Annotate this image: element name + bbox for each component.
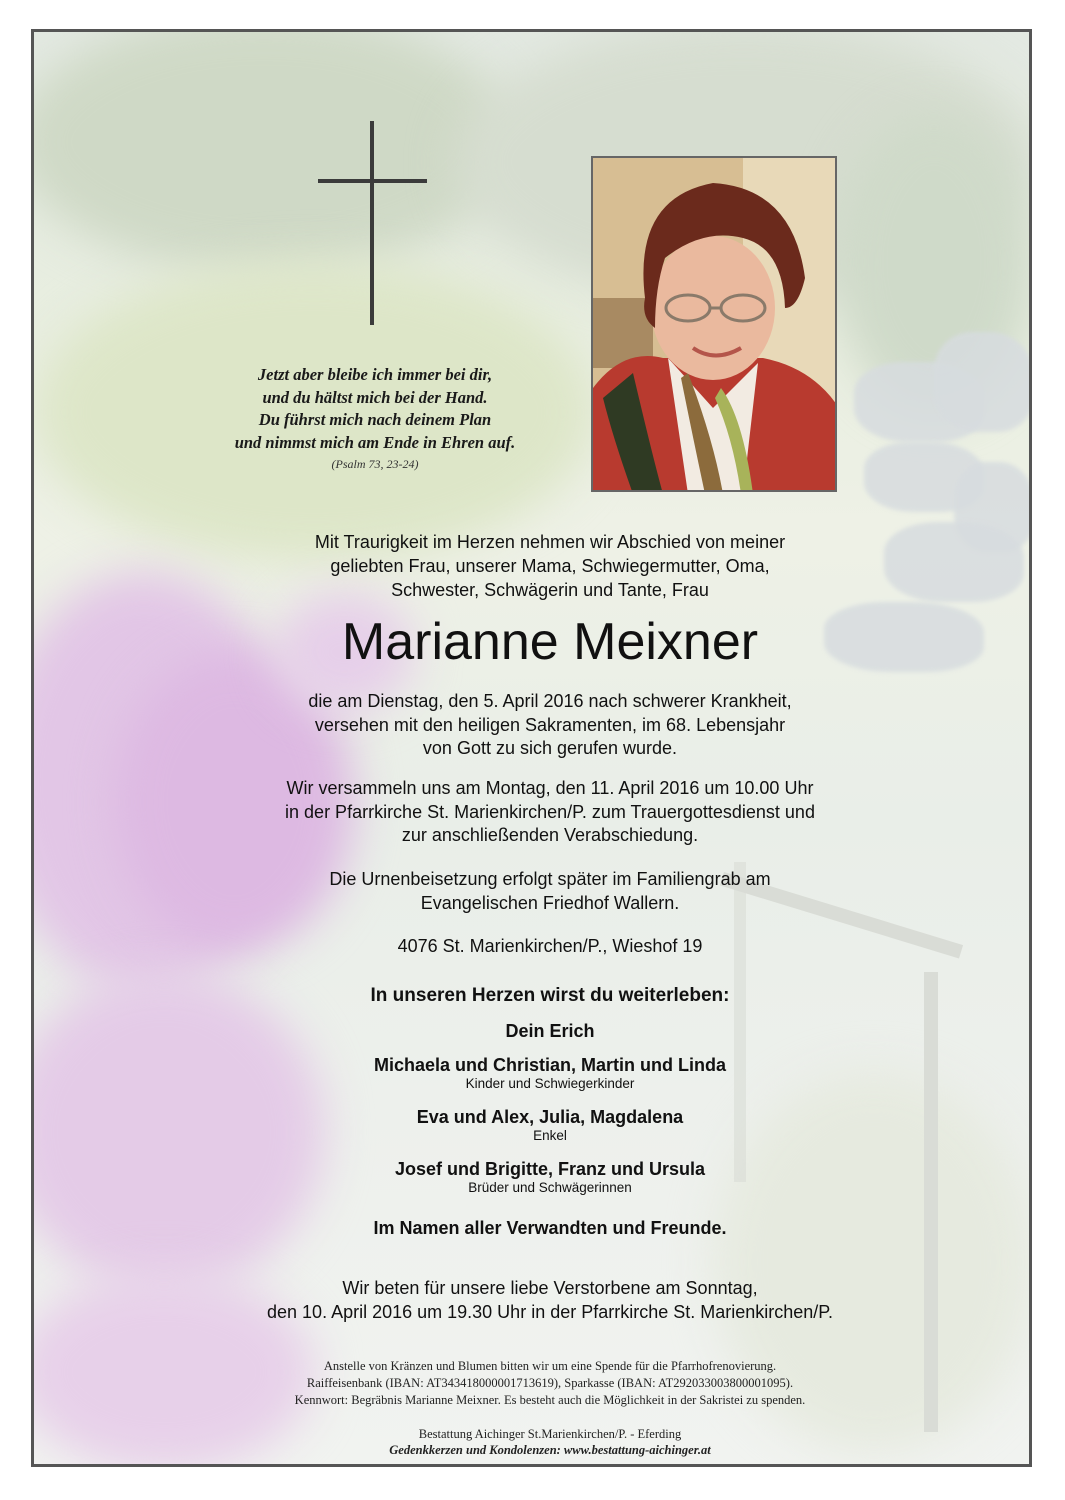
quote-line: und du hältst mich bei der Hand. [262,387,488,407]
urn-line: Die Urnenbeisetzung erfolgt später im Familiengrab am [329,869,771,889]
mourner-group [200,1020,900,1042]
donation-line: Raiffeisenbank (IBAN: AT343418000001713619), Sparkasse (IBAN: AT292033003800001095). [306,1376,794,1390]
prayer-line: Wir beten für unsere liebe Verstorbene am Sonntag, [342,1278,758,1298]
mourner-group [200,1054,900,1092]
intro-text [200,530,900,602]
donation-line: Kennwort: Begräbnis Marianne Meixner. Es besteht auch die Möglichkeit in der Sakristei zu spenden. [294,1393,806,1407]
funeral-line: in der Pfarrkirche St. Marienkirchen/P. zum Trauergottesdienst und [285,801,815,822]
mourners-heading: In unseren Herzen wirst du weiterleben: [370,985,730,1006]
death-line: die am Dienstag, den 5. April 2016 nach schwerer Krankheit, [308,691,792,711]
quote-line: Jetzt aber bleibe ich immer bei dir, [257,365,493,384]
mourner-relation: Enkel [533,1128,567,1143]
mourner-names: Michaela und Christian, Martin und Linda [373,1055,727,1075]
cross-icon [370,121,374,325]
portrait-photo [591,156,837,492]
mourner-relation: Kinder und Schwiegerkinder [465,1076,635,1091]
deceased-name: Marianne Meixner [341,613,759,671]
funeral-line: Wir versammeln uns am Montag, den 11. April 2016 um 10.00 Uhr [286,778,814,798]
mourner-relation: Brüder und Schwägerinnen [468,1180,632,1195]
psalm-reference: (Psalm 73, 23-24) [331,457,419,471]
psalm-quote [180,364,570,454]
mourner-names: Eva und Alex, Julia, Magdalena [416,1107,684,1127]
mourner-group [200,1106,900,1144]
donation-line: Anstelle von Kränzen und Blumen bitten wir um eine Spende für die Pfarrhofrenovierung. [323,1359,777,1373]
mourner-group [200,1158,900,1196]
death-line: versehen mit den heiligen Sakramenten, im 68. Lebensjahr [314,714,786,735]
death-announcement [200,690,900,761]
urn-line: Evangelischen Friedhof Wallern. [420,892,680,913]
undertaker-credit: Bestattung Aichinger St.Marienkirchen/P. - Eferding [418,1427,682,1441]
prayer-line: den 10. April 2016 um 19.30 Uhr in der Pfarrkirche St. Marienkirchen/P. [267,1301,833,1322]
quote-line: und nimmst mich am Ende in Ehren auf. [234,432,516,452]
donation-note [170,1358,930,1409]
quote-line: Du führst mich nach deinem Plan [258,410,492,429]
intro-line: Schwester, Schwägerin und Tante, Frau [391,580,709,600]
intro-line: geliebten Frau, unserer Mama, Schwiegermutter, Oma, [330,556,770,576]
prayer-announcement [200,1277,900,1324]
mourner-names: Josef und Brigitte, Franz und Ursula [394,1159,706,1179]
intro-line: Mit Traurigkeit im Herzen nehmen wir Abschied von meiner [314,532,786,552]
funeral-line: zur anschließenden Verabschiedung. [401,825,699,845]
death-line: von Gott zu sich gerufen wurde. [422,738,678,758]
mourner-names: Dein Erich [505,1021,595,1041]
closing-line [200,1217,900,1239]
portrait-image [593,158,837,492]
family-address: 4076 St. Marienkirchen/P., Wieshof 19 [397,936,703,956]
cross-icon-bar [318,179,427,183]
urn-burial-details [200,868,900,915]
condolence-website: Gedenkkerzen und Kondolenzen: www.bestattung-aichinger.at [389,1443,711,1457]
funeral-details [200,777,900,848]
closing-text: Im Namen aller Verwandten und Freunde. [373,1218,727,1238]
